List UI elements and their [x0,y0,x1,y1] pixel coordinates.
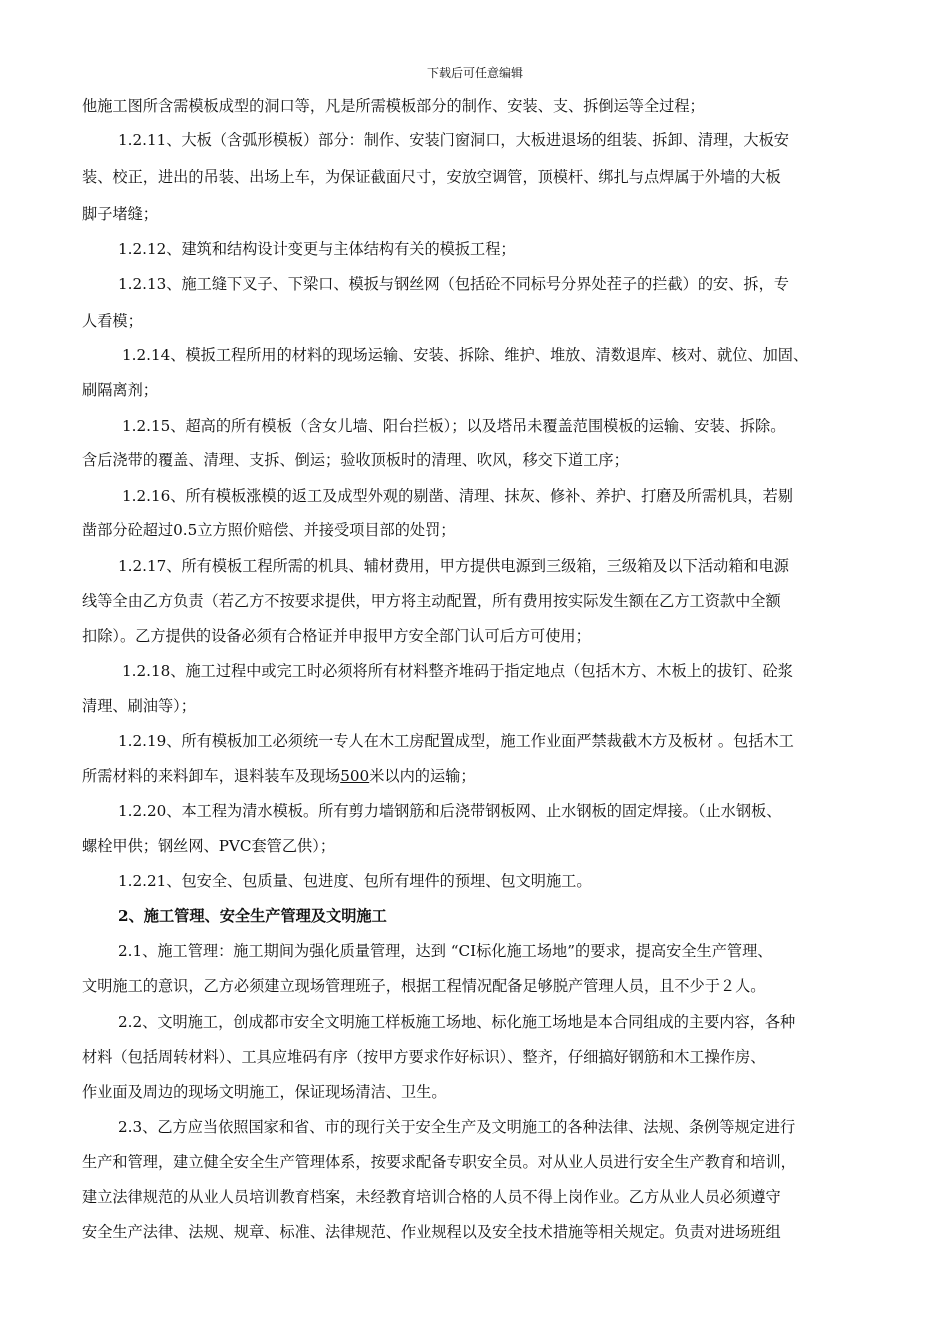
paragraph-line: 1.2.19、所有模板加工必须统一专人在木工房配置成型，施工作业面严禁裁截木方及板材 。包括木工 [118,732,794,750]
paragraph-line: 2.3、乙方应当依照国家和省、市的现行关于安全生产及文明施工的各种法律、法规、条例等规定进行 [118,1118,796,1136]
paragraph-line: 1.2.14、模扳工程所用的材料的现场运输、安装、拆除、维护、堆放、清数退库、核对、就位、加固、 [122,346,809,364]
paragraph-line: 文明施工的意识，乙方必须建立现场管理班子，根据工程情况配备足够脱产管理人员，且不少于２人。 [82,977,766,995]
paragraph-line: 1.2.18、施工过程中或完工时必须将所有材料整齐堆码于指定地点（包括木方、木板上的拔钉、砼浆 [122,662,793,680]
paragraph-line: 脚子堵缝； [82,205,158,223]
paragraph-line: 扣除）。乙方提供的设备必须有合格证并申报甲方安全部门认可后方可使用； [82,627,591,645]
paragraph-line: 他施工图所含需模板成型的洞口等，凡是所需模板部分的制作、安装、支、拆倒运等全过程； [82,97,705,115]
paragraph-line: 生产和管理，建立健全安全生产管理体系，按要求配备专职安全员。对从业人员进行安全生产教育和培训， [82,1153,796,1171]
paragraph-line: 1.2.15、超高的所有模板（含女儿墙、阳台拦板）；以及塔吊未覆盖范围模板的运输、安装、拆除。 [122,417,786,435]
paragraph-line: 建立法律规范的从业人员培训教育档案，未经教育培训合格的人员不得上岗作业。乙方从业人员必须遵守 [82,1188,781,1206]
paragraph-line: 螺栓甲供；钢丝网、PVC套管乙供）； [82,837,336,855]
paragraph-line: 1.2.11、大板（含弧形模板）部分：制作、安装门窗洞口，大板进退场的组装、拆卸、清理，大板安 [118,131,789,149]
paragraph-line: 材料（包括周转材料）、工具应堆码有序（按甲方要求作好标识）、整齐，仔细搞好钢筋和木工操作房、 [82,1048,766,1066]
paragraph-line: 人看模； [82,312,143,330]
paragraph-line: 装、校正，进出的吊装、出场上车，为保证截面尺寸，安放空调管，顶模杆、绑扎与点焊属于外墙的大板 [82,168,781,186]
paragraph-line: 刷隔离剂； [82,381,158,399]
paragraph-line [82,765,476,787]
paragraph-line: 凿部分砼超过0.5立方照价赔偿、并接受项目部的处罚； [82,521,456,539]
text-run: 米以内的运输； [369,767,476,785]
paragraph-line: 含后浇带的覆盖、清理、支拆、倒运；验收顶板时的清理、吹风，移交下道工序； [82,451,629,469]
paragraph-line: 1.2.16、所有模板涨模的返工及成型外观的剔凿、清理、抹灰、修补、养护、打磨及所需机具，若剔 [122,487,793,505]
paragraph-line: 1.2.21、包安全、包质量、包进度、包所有埋件的预埋、包文明施工。 [118,872,592,890]
paragraph-line: 安全生产法律、法规、规章、标准、法律规范、作业规程以及安全技术措施等相关规定。负责对进场班组 [82,1223,781,1241]
paragraph-line: 1.2.13、施工缝下叉子、下梁口、模扳与钢丝网（包括砼不同标号分界处茬子的拦截）的安、拆，专 [118,275,789,293]
paragraph-line: 1.2.20、本工程为清水模板。所有剪力墙钢筋和后浇带钢板网、止水钢板的固定焊接。（止水钢板、 [118,802,782,820]
paragraph-line: 清理、刷油等）； [82,697,196,715]
paragraph-line: 2.1、施工管理：施工期间为强化质量管理，达到 “CI标化施工场地”的要求，提高安全生产管理、 [118,942,773,960]
paragraph-line: 作业面及周边的现场文明施工，保证现场清洁、卫生。 [82,1083,447,1101]
underlined-distance: 500 [340,767,370,785]
text-run: 所需材料的来料卸车，退料装车及现场 [82,767,341,785]
page-header-note: 下载后可任意编辑 [426,66,523,80]
paragraph-line: 1.2.12、建筑和结构设计变更与主体结构有关的模扳工程； [118,240,516,258]
paragraph-line: 线等全由乙方负责（若乙方不按要求提供，甲方将主动配置，所有费用按实际发生额在乙方工资款中全额 [82,592,781,610]
paragraph-line: 2.2、文明施工，创成都市安全文明施工样板施工场地、标化施工场地是本合同组成的主要内容，各种 [118,1013,796,1031]
section-heading: 2、施工管理、安全生产管理及文明施工 [118,907,387,925]
paragraph-line: 1.2.17、所有模板工程所需的机具、辅材费用，甲方提供电源到三级箱，三级箱及以下活动箱和电源 [118,557,789,575]
